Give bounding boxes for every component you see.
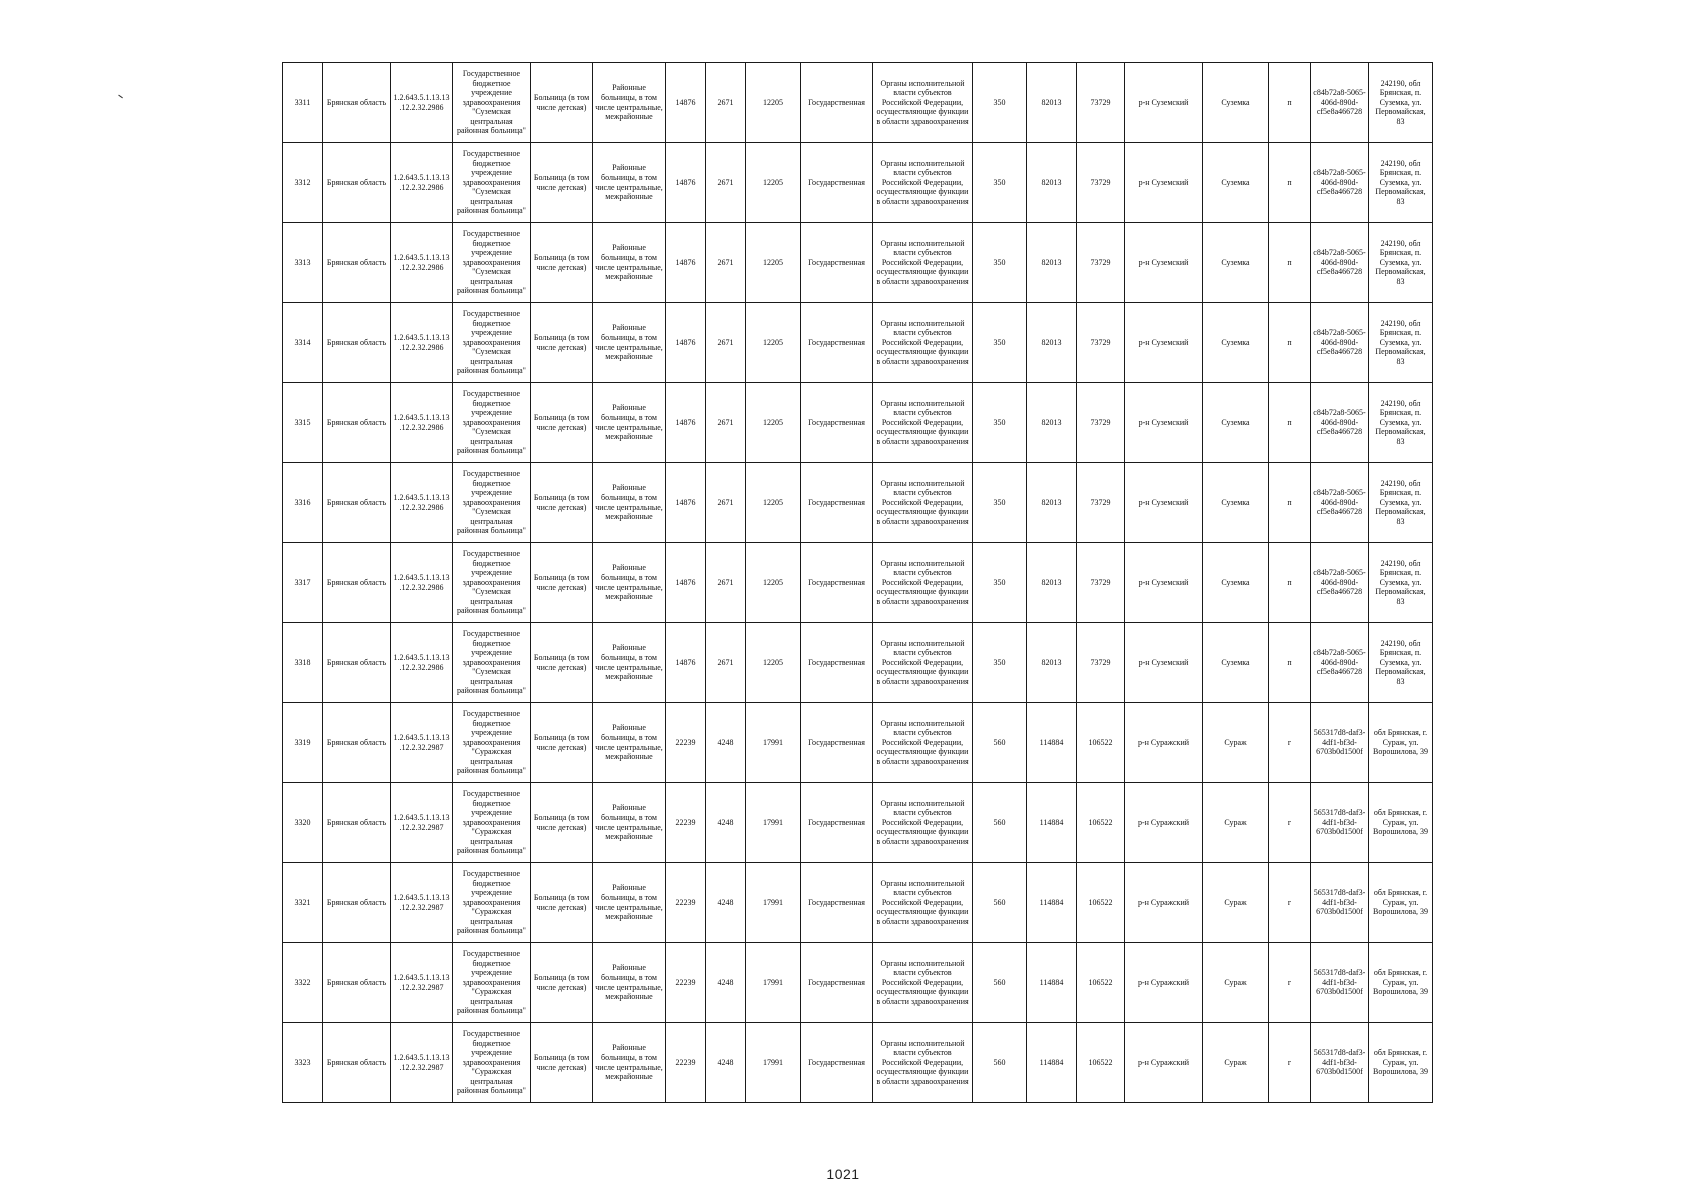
registry-code-cell: 1.2.643.5.1.13.13.12.2.32.2986: [391, 383, 453, 463]
locality-cell: Суземка: [1203, 63, 1269, 143]
indicator-6-cell: 73729: [1077, 303, 1125, 383]
address-cell: 242190, обл Брянская, п. Суземка, ул. Первомайская, 83: [1369, 143, 1433, 223]
ownership-form-cell: Государственная: [801, 463, 873, 543]
facility-profile-cell: Районные больницы, в том числе центральные, межрайонные: [593, 303, 666, 383]
facility-profile-cell: Районные больницы, в том числе центральные, межрайонные: [593, 943, 666, 1023]
ownership-form-cell: Государственная: [801, 863, 873, 943]
facility-profile-cell: Районные больницы, в том числе центральные, межрайонные: [593, 623, 666, 703]
locality-cell: Сураж: [1203, 863, 1269, 943]
ownership-form-cell: Государственная: [801, 623, 873, 703]
registry-code-cell: 1.2.643.5.1.13.13.12.2.32.2987: [391, 863, 453, 943]
row-number-cell: 3322: [283, 943, 323, 1023]
indicator-2-cell: 2671: [706, 383, 746, 463]
table-row: [283, 703, 1433, 783]
ownership-form-cell: Государственная: [801, 783, 873, 863]
address-cell: обл Брянская, г. Сураж, ул. Ворошилова, 39: [1369, 1023, 1433, 1103]
indicator-1-cell: 22239: [666, 863, 706, 943]
facility-type-cell: Больница (в том числе детская): [531, 143, 593, 223]
organization-name-cell: Государственное бюджетное учреждение здравоохранения "Суземская центральная районная больница": [453, 143, 531, 223]
region-cell: Брянская область: [323, 463, 391, 543]
indicator-4-cell: 350: [973, 143, 1027, 223]
indicator-6-cell: 73729: [1077, 463, 1125, 543]
region-cell: Брянская область: [323, 143, 391, 223]
address-cell: 242190, обл Брянская, п. Суземка, ул. Первомайская, 83: [1369, 223, 1433, 303]
settlement-type-cell: п: [1269, 63, 1311, 143]
indicator-3-cell: 12205: [746, 303, 801, 383]
indicator-2-cell: 4248: [706, 1023, 746, 1103]
organization-name-cell: Государственное бюджетное учреждение здравоохранения "Суражская центральная районная больница": [453, 863, 531, 943]
indicator-3-cell: 12205: [746, 143, 801, 223]
indicator-3-cell: 17991: [746, 943, 801, 1023]
registry-code-cell: 1.2.643.5.1.13.13.12.2.32.2986: [391, 303, 453, 383]
indicator-6-cell: 106522: [1077, 783, 1125, 863]
fias-guid-cell: c84b72a8-5065-406d-890d-cf5e8a466728: [1311, 463, 1369, 543]
settlement-type-cell: г: [1269, 783, 1311, 863]
row-number-cell: 3313: [283, 223, 323, 303]
fias-guid-cell: 565317d8-daf3-4df1-bf3d-6703b0d1500f: [1311, 1023, 1369, 1103]
governing-authority-cell: Органы исполнительной власти субъектов Российской Федерации, осуществляющие функции в области здравоохранения: [873, 63, 973, 143]
indicator-4-cell: 560: [973, 1023, 1027, 1103]
registry-code-cell: 1.2.643.5.1.13.13.12.2.32.2987: [391, 1023, 453, 1103]
district-cell: р-н Суземский: [1125, 383, 1203, 463]
indicator-4-cell: 350: [973, 223, 1027, 303]
region-cell: Брянская область: [323, 863, 391, 943]
address-cell: 242190, обл Брянская, п. Суземка, ул. Первомайская, 83: [1369, 463, 1433, 543]
row-number-cell: 3323: [283, 1023, 323, 1103]
settlement-type-cell: г: [1269, 1023, 1311, 1103]
table-row: [283, 943, 1433, 1023]
indicator-5-cell: 114884: [1027, 943, 1077, 1023]
indicator-2-cell: 2671: [706, 63, 746, 143]
indicator-1-cell: 14876: [666, 463, 706, 543]
district-cell: р-н Суземский: [1125, 223, 1203, 303]
governing-authority-cell: Органы исполнительной власти субъектов Российской Федерации, осуществляющие функции в области здравоохранения: [873, 143, 973, 223]
facility-type-cell: Больница (в том числе детская): [531, 63, 593, 143]
governing-authority-cell: Органы исполнительной власти субъектов Российской Федерации, осуществляющие функции в области здравоохранения: [873, 463, 973, 543]
indicator-5-cell: 82013: [1027, 303, 1077, 383]
ownership-form-cell: Государственная: [801, 1023, 873, 1103]
organization-name-cell: Государственное бюджетное учреждение здравоохранения "Суземская центральная районная больница": [453, 223, 531, 303]
indicator-2-cell: 2671: [706, 463, 746, 543]
district-cell: р-н Суражский: [1125, 1023, 1203, 1103]
locality-cell: Сураж: [1203, 1023, 1269, 1103]
locality-cell: Суземка: [1203, 383, 1269, 463]
governing-authority-cell: Органы исполнительной власти субъектов Российской Федерации, осуществляющие функции в области здравоохранения: [873, 1023, 973, 1103]
indicator-4-cell: 350: [973, 383, 1027, 463]
indicator-5-cell: 82013: [1027, 623, 1077, 703]
organization-name-cell: Государственное бюджетное учреждение здравоохранения "Суражская центральная районная больница": [453, 703, 531, 783]
indicator-2-cell: 4248: [706, 703, 746, 783]
fias-guid-cell: c84b72a8-5065-406d-890d-cf5e8a466728: [1311, 383, 1369, 463]
district-cell: р-н Суземский: [1125, 463, 1203, 543]
indicator-5-cell: 82013: [1027, 223, 1077, 303]
ownership-form-cell: Государственная: [801, 943, 873, 1023]
indicator-5-cell: 82013: [1027, 383, 1077, 463]
address-cell: обл Брянская, г. Сураж, ул. Ворошилова, 39: [1369, 943, 1433, 1023]
ownership-form-cell: Государственная: [801, 63, 873, 143]
organization-name-cell: Государственное бюджетное учреждение здравоохранения "Суражская центральная районная больница": [453, 1023, 531, 1103]
facility-registry-table: [282, 62, 1433, 1103]
indicator-5-cell: 82013: [1027, 143, 1077, 223]
indicator-3-cell: 12205: [746, 543, 801, 623]
registry-code-cell: 1.2.643.5.1.13.13.12.2.32.2986: [391, 143, 453, 223]
settlement-type-cell: г: [1269, 943, 1311, 1023]
district-cell: р-н Суземский: [1125, 623, 1203, 703]
registry-code-cell: 1.2.643.5.1.13.13.12.2.32.2986: [391, 543, 453, 623]
indicator-5-cell: 114884: [1027, 783, 1077, 863]
row-number-cell: 3319: [283, 703, 323, 783]
row-number-cell: 3318: [283, 623, 323, 703]
region-cell: Брянская область: [323, 223, 391, 303]
indicator-3-cell: 17991: [746, 863, 801, 943]
governing-authority-cell: Органы исполнительной власти субъектов Российской Федерации, осуществляющие функции в области здравоохранения: [873, 623, 973, 703]
fias-guid-cell: c84b72a8-5065-406d-890d-cf5e8a466728: [1311, 623, 1369, 703]
locality-cell: Суземка: [1203, 143, 1269, 223]
fias-guid-cell: c84b72a8-5065-406d-890d-cf5e8a466728: [1311, 63, 1369, 143]
indicator-4-cell: 350: [973, 543, 1027, 623]
facility-type-cell: Больница (в том числе детская): [531, 303, 593, 383]
table-row: [283, 383, 1433, 463]
address-cell: обл Брянская, г. Сураж, ул. Ворошилова, 39: [1369, 783, 1433, 863]
fias-guid-cell: 565317d8-daf3-4df1-bf3d-6703b0d1500f: [1311, 863, 1369, 943]
indicator-1-cell: 14876: [666, 383, 706, 463]
ownership-form-cell: Государственная: [801, 383, 873, 463]
indicator-6-cell: 73729: [1077, 223, 1125, 303]
district-cell: р-н Суражский: [1125, 943, 1203, 1023]
governing-authority-cell: Органы исполнительной власти субъектов Российской Федерации, осуществляющие функции в области здравоохранения: [873, 943, 973, 1023]
settlement-type-cell: п: [1269, 463, 1311, 543]
row-number-cell: 3315: [283, 383, 323, 463]
fias-guid-cell: 565317d8-daf3-4df1-bf3d-6703b0d1500f: [1311, 943, 1369, 1023]
indicator-1-cell: 14876: [666, 63, 706, 143]
indicator-5-cell: 82013: [1027, 463, 1077, 543]
indicator-2-cell: 2671: [706, 623, 746, 703]
locality-cell: Суземка: [1203, 223, 1269, 303]
address-cell: 242190, обл Брянская, п. Суземка, ул. Первомайская, 83: [1369, 303, 1433, 383]
table-row: [283, 463, 1433, 543]
registry-code-cell: 1.2.643.5.1.13.13.12.2.32.2987: [391, 943, 453, 1023]
scan-artifact-mark: [118, 95, 123, 99]
facility-type-cell: Больница (в том числе детская): [531, 703, 593, 783]
indicator-3-cell: 17991: [746, 783, 801, 863]
indicator-1-cell: 22239: [666, 943, 706, 1023]
facility-type-cell: Больница (в том числе детская): [531, 863, 593, 943]
district-cell: р-н Суземский: [1125, 143, 1203, 223]
table-row: [283, 223, 1433, 303]
settlement-type-cell: п: [1269, 143, 1311, 223]
indicator-4-cell: 350: [973, 623, 1027, 703]
facility-profile-cell: Районные больницы, в том числе центральные, межрайонные: [593, 223, 666, 303]
governing-authority-cell: Органы исполнительной власти субъектов Российской Федерации, осуществляющие функции в области здравоохранения: [873, 543, 973, 623]
district-cell: р-н Суражский: [1125, 703, 1203, 783]
indicator-2-cell: 4248: [706, 943, 746, 1023]
indicator-4-cell: 350: [973, 63, 1027, 143]
indicator-4-cell: 350: [973, 463, 1027, 543]
region-cell: Брянская область: [323, 783, 391, 863]
table-row: [283, 303, 1433, 383]
region-cell: Брянская область: [323, 703, 391, 783]
region-cell: Брянская область: [323, 383, 391, 463]
indicator-5-cell: 82013: [1027, 543, 1077, 623]
table-row: [283, 143, 1433, 223]
indicator-6-cell: 106522: [1077, 703, 1125, 783]
organization-name-cell: Государственное бюджетное учреждение здравоохранения "Суземская центральная районная больница": [453, 303, 531, 383]
registry-sheet: [282, 62, 1433, 1103]
indicator-1-cell: 22239: [666, 703, 706, 783]
address-cell: обл Брянская, г. Сураж, ул. Ворошилова, 39: [1369, 863, 1433, 943]
locality-cell: Сураж: [1203, 703, 1269, 783]
registry-code-cell: 1.2.643.5.1.13.13.12.2.32.2987: [391, 783, 453, 863]
organization-name-cell: Государственное бюджетное учреждение здравоохранения "Суземская центральная районная больница": [453, 383, 531, 463]
table-row: [283, 863, 1433, 943]
address-cell: 242190, обл Брянская, п. Суземка, ул. Первомайская, 83: [1369, 543, 1433, 623]
row-number-cell: 3311: [283, 63, 323, 143]
locality-cell: Суземка: [1203, 543, 1269, 623]
indicator-3-cell: 17991: [746, 703, 801, 783]
governing-authority-cell: Органы исполнительной власти субъектов Российской Федерации, осуществляющие функции в области здравоохранения: [873, 783, 973, 863]
indicator-2-cell: 2671: [706, 303, 746, 383]
fias-guid-cell: c84b72a8-5065-406d-890d-cf5e8a466728: [1311, 303, 1369, 383]
table-row: [283, 783, 1433, 863]
page-number: 1021: [826, 1166, 860, 1182]
registry-code-cell: 1.2.643.5.1.13.13.12.2.32.2987: [391, 703, 453, 783]
governing-authority-cell: Органы исполнительной власти субъектов Российской Федерации, осуществляющие функции в области здравоохранения: [873, 863, 973, 943]
registry-code-cell: 1.2.643.5.1.13.13.12.2.32.2986: [391, 63, 453, 143]
indicator-1-cell: 14876: [666, 623, 706, 703]
district-cell: р-н Суражский: [1125, 863, 1203, 943]
indicator-6-cell: 73729: [1077, 623, 1125, 703]
ownership-form-cell: Государственная: [801, 143, 873, 223]
ownership-form-cell: Государственная: [801, 223, 873, 303]
settlement-type-cell: п: [1269, 223, 1311, 303]
facility-profile-cell: Районные больницы, в том числе центральные, межрайонные: [593, 463, 666, 543]
organization-name-cell: Государственное бюджетное учреждение здравоохранения "Суражская центральная районная больница": [453, 783, 531, 863]
indicator-5-cell: 114884: [1027, 1023, 1077, 1103]
governing-authority-cell: Органы исполнительной власти субъектов Российской Федерации, осуществляющие функции в области здравоохранения: [873, 303, 973, 383]
facility-type-cell: Больница (в том числе детская): [531, 1023, 593, 1103]
locality-cell: Суземка: [1203, 463, 1269, 543]
row-number-cell: 3321: [283, 863, 323, 943]
facility-profile-cell: Районные больницы, в том числе центральные, межрайонные: [593, 863, 666, 943]
locality-cell: Суземка: [1203, 303, 1269, 383]
fias-guid-cell: c84b72a8-5065-406d-890d-cf5e8a466728: [1311, 223, 1369, 303]
indicator-4-cell: 560: [973, 783, 1027, 863]
organization-name-cell: Государственное бюджетное учреждение здравоохранения "Суземская центральная районная больница": [453, 463, 531, 543]
indicator-2-cell: 2671: [706, 543, 746, 623]
locality-cell: Суземка: [1203, 623, 1269, 703]
facility-profile-cell: Районные больницы, в том числе центральные, межрайонные: [593, 703, 666, 783]
indicator-4-cell: 560: [973, 863, 1027, 943]
facility-profile-cell: Районные больницы, в том числе центральные, межрайонные: [593, 63, 666, 143]
facility-type-cell: Больница (в том числе детская): [531, 783, 593, 863]
indicator-2-cell: 2671: [706, 223, 746, 303]
facility-type-cell: Больница (в том числе детская): [531, 463, 593, 543]
fias-guid-cell: 565317d8-daf3-4df1-bf3d-6703b0d1500f: [1311, 783, 1369, 863]
indicator-5-cell: 114884: [1027, 703, 1077, 783]
region-cell: Брянская область: [323, 63, 391, 143]
settlement-type-cell: п: [1269, 543, 1311, 623]
indicator-4-cell: 350: [973, 303, 1027, 383]
row-number-cell: 3320: [283, 783, 323, 863]
address-cell: 242190, обл Брянская, п. Суземка, ул. Первомайская, 83: [1369, 623, 1433, 703]
ownership-form-cell: Государственная: [801, 543, 873, 623]
fias-guid-cell: c84b72a8-5065-406d-890d-cf5e8a466728: [1311, 543, 1369, 623]
indicator-3-cell: 12205: [746, 383, 801, 463]
row-number-cell: 3316: [283, 463, 323, 543]
table-row: [283, 63, 1433, 143]
indicator-6-cell: 73729: [1077, 383, 1125, 463]
organization-name-cell: Государственное бюджетное учреждение здравоохранения "Суземская центральная районная больница": [453, 63, 531, 143]
governing-authority-cell: Органы исполнительной власти субъектов Российской Федерации, осуществляющие функции в области здравоохранения: [873, 383, 973, 463]
facility-type-cell: Больница (в том числе детская): [531, 223, 593, 303]
indicator-6-cell: 106522: [1077, 1023, 1125, 1103]
indicator-1-cell: 14876: [666, 223, 706, 303]
region-cell: Брянская область: [323, 543, 391, 623]
table-row: [283, 1023, 1433, 1103]
registry-body: [283, 63, 1433, 1103]
ownership-form-cell: Государственная: [801, 703, 873, 783]
indicator-3-cell: 12205: [746, 63, 801, 143]
row-number-cell: 3314: [283, 303, 323, 383]
indicator-1-cell: 22239: [666, 783, 706, 863]
row-number-cell: 3312: [283, 143, 323, 223]
registry-code-cell: 1.2.643.5.1.13.13.12.2.32.2986: [391, 623, 453, 703]
district-cell: р-н Суземский: [1125, 303, 1203, 383]
locality-cell: Сураж: [1203, 783, 1269, 863]
facility-profile-cell: Районные больницы, в том числе центральные, межрайонные: [593, 143, 666, 223]
indicator-1-cell: 14876: [666, 143, 706, 223]
district-cell: р-н Суземский: [1125, 543, 1203, 623]
settlement-type-cell: г: [1269, 703, 1311, 783]
region-cell: Брянская область: [323, 943, 391, 1023]
indicator-1-cell: 14876: [666, 303, 706, 383]
indicator-1-cell: 14876: [666, 543, 706, 623]
locality-cell: Сураж: [1203, 943, 1269, 1023]
district-cell: р-н Суражский: [1125, 783, 1203, 863]
indicator-6-cell: 73729: [1077, 543, 1125, 623]
fias-guid-cell: c84b72a8-5065-406d-890d-cf5e8a466728: [1311, 143, 1369, 223]
table-row: [283, 543, 1433, 623]
indicator-6-cell: 73729: [1077, 63, 1125, 143]
organization-name-cell: Государственное бюджетное учреждение здравоохранения "Суземская центральная районная больница": [453, 543, 531, 623]
facility-profile-cell: Районные больницы, в том числе центральные, межрайонные: [593, 543, 666, 623]
indicator-4-cell: 560: [973, 703, 1027, 783]
indicator-3-cell: 17991: [746, 1023, 801, 1103]
indicator-2-cell: 2671: [706, 143, 746, 223]
indicator-5-cell: 82013: [1027, 63, 1077, 143]
address-cell: 242190, обл Брянская, п. Суземка, ул. Первомайская, 83: [1369, 63, 1433, 143]
indicator-6-cell: 106522: [1077, 943, 1125, 1023]
facility-profile-cell: Районные больницы, в том числе центральные, межрайонные: [593, 383, 666, 463]
indicator-1-cell: 22239: [666, 1023, 706, 1103]
indicator-3-cell: 12205: [746, 463, 801, 543]
indicator-2-cell: 4248: [706, 783, 746, 863]
address-cell: обл Брянская, г. Сураж, ул. Ворошилова, 39: [1369, 703, 1433, 783]
region-cell: Брянская область: [323, 623, 391, 703]
facility-profile-cell: Районные больницы, в том числе центральные, межрайонные: [593, 1023, 666, 1103]
indicator-6-cell: 106522: [1077, 863, 1125, 943]
indicator-3-cell: 12205: [746, 623, 801, 703]
facility-profile-cell: Районные больницы, в том числе центральные, межрайонные: [593, 783, 666, 863]
district-cell: р-н Суземский: [1125, 63, 1203, 143]
region-cell: Брянская область: [323, 1023, 391, 1103]
address-cell: 242190, обл Брянская, п. Суземка, ул. Первомайская, 83: [1369, 383, 1433, 463]
governing-authority-cell: Органы исполнительной власти субъектов Российской Федерации, осуществляющие функции в области здравоохранения: [873, 223, 973, 303]
settlement-type-cell: г: [1269, 863, 1311, 943]
registry-code-cell: 1.2.643.5.1.13.13.12.2.32.2986: [391, 463, 453, 543]
governing-authority-cell: Органы исполнительной власти субъектов Российской Федерации, осуществляющие функции в области здравоохранения: [873, 703, 973, 783]
settlement-type-cell: п: [1269, 623, 1311, 703]
organization-name-cell: Государственное бюджетное учреждение здравоохранения "Суражская центральная районная больница": [453, 943, 531, 1023]
indicator-5-cell: 114884: [1027, 863, 1077, 943]
facility-type-cell: Больница (в том числе детская): [531, 543, 593, 623]
indicator-2-cell: 4248: [706, 863, 746, 943]
indicator-4-cell: 560: [973, 943, 1027, 1023]
facility-type-cell: Больница (в том числе детская): [531, 623, 593, 703]
registry-code-cell: 1.2.643.5.1.13.13.12.2.32.2986: [391, 223, 453, 303]
fias-guid-cell: 565317d8-daf3-4df1-bf3d-6703b0d1500f: [1311, 703, 1369, 783]
facility-type-cell: Больница (в том числе детская): [531, 383, 593, 463]
settlement-type-cell: п: [1269, 303, 1311, 383]
indicator-6-cell: 73729: [1077, 143, 1125, 223]
table-row: [283, 623, 1433, 703]
settlement-type-cell: п: [1269, 383, 1311, 463]
region-cell: Брянская область: [323, 303, 391, 383]
indicator-3-cell: 12205: [746, 223, 801, 303]
row-number-cell: 3317: [283, 543, 323, 623]
facility-type-cell: Больница (в том числе детская): [531, 943, 593, 1023]
ownership-form-cell: Государственная: [801, 303, 873, 383]
organization-name-cell: Государственное бюджетное учреждение здравоохранения "Суземская центральная районная больница": [453, 623, 531, 703]
